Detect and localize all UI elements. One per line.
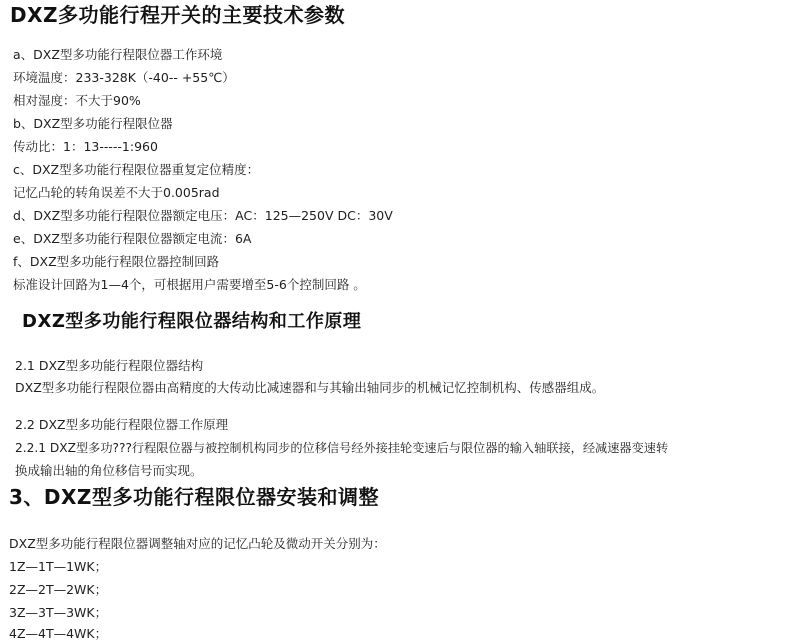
section3-list-item: 1Z—1T—1WK； (9, 559, 108, 574)
section1-line: 传动比：1：13-----1:960 (13, 139, 158, 154)
section2-subtitle-structure: 2.1 DXZ型多功能行程限位器结构 (15, 358, 204, 373)
section3-list-item: 4Z—4T—4WK； (9, 626, 108, 641)
section1-line: a、DXZ型多功能行程限位器工作环境 (13, 47, 223, 62)
section2-principle-text-line2: 换成输出轴的角位移信号而实现。 (15, 463, 203, 478)
section2-subtitle-principle: 2.2 DXZ型多功能行程限位器工作原理 (15, 417, 229, 432)
section1-line: 记忆凸轮的转角误差不大于0.005rad (13, 185, 220, 200)
section1-line: 环境温度：233-328K（-40-- +55℃） (13, 70, 235, 85)
section2-title: DXZ型多功能行程限位器结构和工作原理 (22, 311, 362, 332)
section3-list-item: 3Z—3T—3WK； (9, 605, 108, 620)
section1-title: DXZ多功能行程开关的主要技术参数 (10, 3, 346, 27)
section1-line: 标准设计回路为1—4个，可根据用户需要增至5-6个控制回路 。 (13, 277, 366, 292)
section1-line: f、DXZ型多功能行程限位器控制回路 (13, 254, 220, 269)
section1-line: 相对湿度：不大于90% (13, 93, 141, 108)
section1-line: b、DXZ型多功能行程限位器 (13, 116, 173, 131)
section3-intro: DXZ型多功能行程限位器调整轴对应的记忆凸轮及微动开关分别为： (9, 536, 386, 551)
section2-principle-text-line1: 2.2.1 DXZ型多功???行程限位器与被控制机构同步的位移信号经外接挂轮变速后与限位器的输入轴联接，经减速器变速转 (15, 441, 669, 455)
section1-line: c、DXZ型多功能行程限位器重复定位精度： (13, 162, 260, 177)
section3-list-item: 2Z—2T—2WK； (9, 582, 108, 597)
section1-line: d、DXZ型多功能行程限位器额定电压：AC：125—250V DC：30V (13, 208, 393, 223)
section1-line: e、DXZ型多功能行程限位器额定电流：6A (13, 231, 252, 246)
section3-title: 3、DXZ型多功能行程限位器安装和调整 (9, 485, 379, 509)
section2-structure-text: DXZ型多功能行程限位器由高精度的大传动比减速器和与其输出轴同步的机械记忆控制机构、传感器组成。 (15, 380, 605, 395)
